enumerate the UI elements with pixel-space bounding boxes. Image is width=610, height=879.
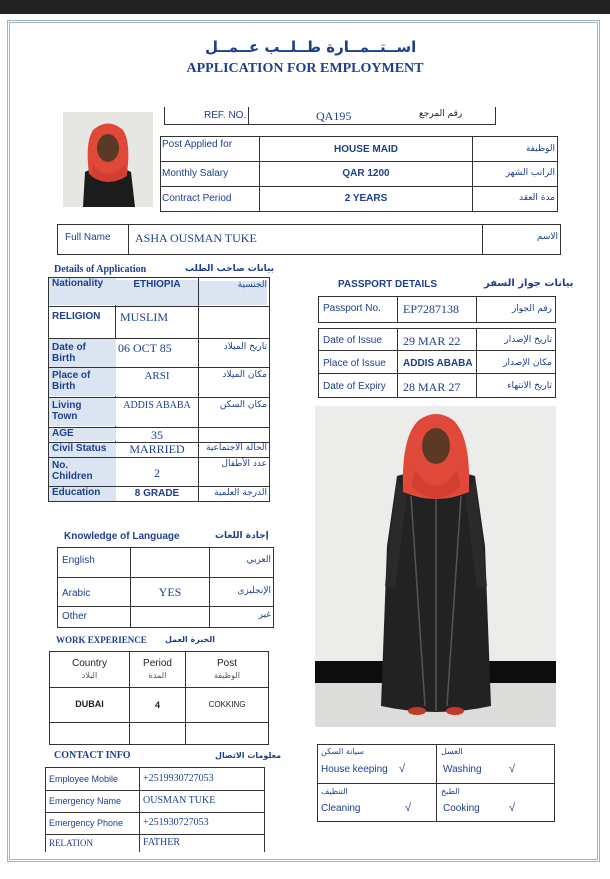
skill-washing-label: Washing	[443, 764, 482, 775]
living-town-value: ADDIS ABABA	[123, 400, 191, 411]
work-heading-arabic: الخبرة العمل	[165, 635, 216, 644]
dob-label-cell	[49, 339, 116, 367]
living-town-label: Living Town	[52, 400, 82, 422]
emergency-phone-label: Emergency Phone	[49, 818, 124, 828]
ref-label-arabic: رقم المرجع	[419, 109, 463, 119]
passport-no-value: EP7287138	[403, 302, 460, 316]
details-heading: Details of Application	[54, 264, 147, 275]
religion-label: RELIGION	[52, 311, 101, 322]
place-of-issue-label: Place of Issue	[323, 358, 386, 369]
work-row-post: COKKING	[208, 700, 246, 709]
pob-label: Place of Birth	[52, 370, 91, 392]
contract-period-value: 2 YEARS	[344, 193, 388, 204]
work-table	[49, 651, 269, 745]
skill-cleaning-label: Cleaning	[321, 803, 361, 814]
age-label-cell	[49, 428, 116, 441]
full-name-label: Full Name	[65, 232, 111, 243]
language-english-label-arabic: العربي	[246, 555, 271, 565]
language-arabic-label-arabic: الإنجليزي	[237, 586, 271, 596]
window-top-bar	[0, 0, 610, 14]
work-col-country: Country	[71, 658, 107, 669]
work-row-country: DUBAI	[75, 699, 104, 709]
work-col-period: Period	[143, 658, 172, 669]
details-heading-arabic: بيانات صاحب الطلب	[185, 264, 275, 274]
passport-table	[318, 296, 556, 398]
nationality-label: Nationality	[52, 278, 104, 289]
relation-label: RELATION	[49, 838, 93, 848]
ref-label: REF. NO.	[204, 110, 247, 121]
place-of-issue-label-arabic: مكان الإصدار	[503, 358, 552, 368]
language-arabic-value: YES	[158, 585, 182, 599]
age-value: 35	[151, 428, 163, 442]
skills-table	[317, 744, 555, 822]
dob-label: Date of Birth	[52, 342, 86, 364]
civil-status-label-cell	[49, 443, 116, 457]
civil-status-value: MARRIED	[129, 442, 185, 456]
monthly-salary-value: QAR 1200	[342, 168, 390, 179]
post-applied-label-arabic: الوظيفة	[525, 144, 555, 154]
children-label-arabic: عدد الأطفال	[221, 459, 267, 469]
education-label: Education	[52, 487, 101, 498]
date-of-expiry-label-arabic: تاريخ الانتهاء	[507, 381, 552, 391]
contact-heading-arabic: معلومات الاتصال	[215, 751, 282, 760]
emergency-phone-value: +251930727053	[143, 817, 209, 828]
pob-value: ARSI	[144, 370, 170, 382]
civil-status-label: Civil Status	[52, 443, 107, 454]
contact-table	[45, 767, 265, 852]
title-arabic: اســتــمــارة طــلــب عــمــل	[205, 38, 417, 56]
skill-housekeeping-label: House keeping	[321, 764, 388, 775]
ref-row	[164, 107, 496, 125]
work-col-post: Post	[216, 658, 237, 669]
education-value: 8 GRADE	[134, 488, 180, 499]
date-of-issue-value: 29 MAR 22	[403, 334, 461, 348]
pob-label-arabic: مكان الميلاد	[222, 370, 267, 380]
skill-washing-check: √	[509, 763, 516, 775]
work-row-period: 4	[154, 700, 160, 710]
full-name-value: ASHA OUSMAN TUKE	[135, 231, 257, 245]
post-applied-label: Post Applied for	[162, 139, 233, 150]
children-label-cell	[49, 458, 116, 486]
education-label-arabic: الدرجة العلمية	[214, 488, 267, 498]
skill-cooking-check: √	[509, 802, 516, 814]
applicant-full-body-photo	[315, 406, 556, 727]
language-other-label-arabic: غير	[258, 610, 271, 620]
language-table	[57, 547, 274, 628]
nationality-value: ETHIOPIA	[116, 280, 198, 307]
language-other-label: Other	[62, 611, 88, 622]
date-of-expiry-value: 28 MAR 27	[403, 380, 461, 394]
dob-value: 06 OCT 85	[118, 341, 172, 355]
passport-heading: PASSPORT DETAILS	[338, 279, 438, 290]
skill-washing-arabic: الغسل	[441, 747, 463, 756]
work-col-period-arabic: المدة	[148, 671, 167, 680]
post-applied-value: HOUSE MAID	[334, 144, 398, 155]
living-town-label-arabic: مكان السكن	[219, 400, 267, 410]
language-arabic-label: Arabic	[62, 588, 91, 599]
passport-no-label-arabic: رقم الجواز	[511, 304, 552, 314]
date-of-issue-label: Date of Issue	[323, 335, 382, 346]
work-col-post-arabic: الوظيفة	[214, 671, 240, 680]
post-table	[160, 136, 558, 212]
emergency-name-value: OUSMAN TUKE	[143, 795, 216, 806]
civil-status-label-arabic: الحالة الاجتماعية	[206, 443, 267, 453]
contract-period-label-arabic: مدة العقد	[519, 193, 555, 203]
emergency-name-label: Emergency Name	[49, 796, 122, 806]
language-heading-arabic: إجادة اللغات	[215, 531, 269, 541]
relation-value: FATHER	[143, 837, 181, 848]
language-english-label: English	[62, 555, 95, 566]
passport-heading-arabic: بيانات جواز السفر	[484, 278, 574, 289]
full-name-row	[57, 224, 561, 255]
children-label: No. Children	[52, 460, 93, 482]
skill-housekeeping-arabic: سيانة السكن	[321, 747, 364, 756]
language-heading: Knowledge of Language	[64, 531, 180, 542]
passport-no-label: Passport No.	[323, 303, 381, 314]
religion-value: MUSLIM	[120, 310, 169, 324]
monthly-salary-label-arabic: الراتب الشهر	[505, 168, 555, 178]
age-label: AGE	[52, 428, 74, 439]
skill-cleaning-arabic: التنظيف	[321, 787, 348, 796]
children-value: 2	[154, 466, 160, 480]
nationality-label-arabic: الجنسية	[199, 281, 267, 305]
date-of-expiry-label: Date of Expiry	[323, 381, 386, 392]
education-label-cell	[49, 487, 116, 501]
monthly-salary-label: Monthly Salary	[162, 168, 229, 179]
work-heading: WORK EXPERIENCE	[56, 635, 147, 645]
place-of-issue-value: ADDIS ABABA	[403, 358, 473, 369]
living-town-label-cell	[49, 398, 116, 426]
contact-heading: CONTACT INFO	[54, 750, 131, 761]
contract-period-label: Contract Period	[162, 193, 232, 204]
pob-label-cell	[49, 368, 116, 396]
skill-cooking-label: Cooking	[443, 803, 480, 814]
full-name-label-arabic: الاسم	[536, 232, 558, 242]
work-col-country-arabic: البلاد	[81, 671, 98, 680]
ref-value: QA195	[316, 109, 352, 123]
employee-mobile-value: +2519930727053	[143, 773, 214, 784]
title-english: APPLICATION FOR EMPLOYMENT	[186, 61, 424, 76]
skill-housekeeping-check: √	[399, 763, 406, 775]
dob-label-arabic: تاريخ الميلاد	[223, 342, 267, 352]
skill-cleaning-check: √	[405, 802, 412, 814]
nationality-label-cell	[49, 278, 116, 305]
applicant-portrait-photo	[63, 112, 153, 207]
employee-mobile-label: Employee Mobile	[49, 774, 119, 784]
skill-cooking-arabic: الطبخ	[441, 787, 460, 796]
date-of-issue-label-arabic: تاريخ الإصدار	[504, 335, 552, 345]
